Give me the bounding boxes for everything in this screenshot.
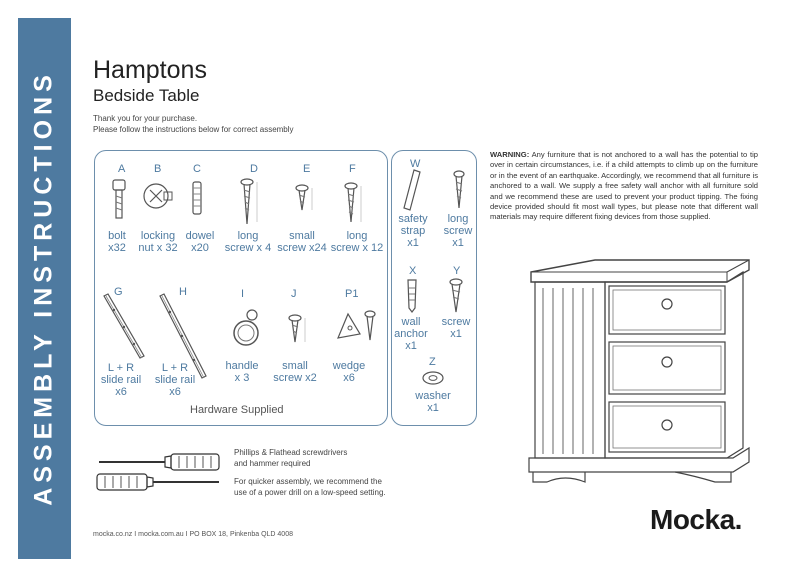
part-wall-screw-qty: screw <box>443 225 473 237</box>
hardware-supplied-label: Hardware Supplied <box>190 404 284 416</box>
washer-icon <box>421 370 445 386</box>
wall-long-screw-icon <box>452 170 466 210</box>
part-f <box>328 230 386 254</box>
letter-x: X <box>409 265 417 277</box>
part-i <box>220 360 264 384</box>
wedge-icon <box>334 308 380 344</box>
part-g-qty: slide rail <box>100 374 142 386</box>
part-h-qty: slide rail <box>154 374 196 386</box>
part-c-qty: x20 <box>191 242 209 254</box>
letter-d: D <box>250 163 258 175</box>
part-z-qty: x1 <box>427 402 439 414</box>
part-a <box>100 230 134 254</box>
tools-line1: Phillips & Flathead screwdrivers <box>234 448 348 457</box>
footer-contact: mocka.co.nz I mocka.com.au I PO BOX 18, Pinkenba QLD 4008 <box>93 531 293 538</box>
part-y-qty: x1 <box>450 328 462 340</box>
letter-y: Y <box>453 265 461 277</box>
small-screw-j-icon <box>287 314 309 346</box>
screwdrivers-icon <box>95 448 225 494</box>
safety-strap-icon <box>400 168 424 212</box>
part-e <box>274 230 330 254</box>
letter-j: J <box>291 288 297 300</box>
part-f-name: long <box>346 230 368 242</box>
letter-e: E <box>303 163 311 175</box>
part-a-qty: x32 <box>108 242 126 254</box>
part-d <box>222 230 274 254</box>
tools-recommend-text <box>234 476 424 498</box>
letter-a: A <box>118 163 126 175</box>
side-title: ASSEMBLY INSTRUCTIONS <box>29 70 58 506</box>
part-w-qty: strap <box>400 225 426 237</box>
intro-thanks: Thank you for your purchase. <box>93 114 198 123</box>
part-i-qty: x 3 <box>234 372 250 384</box>
bedside-table-illustration <box>525 258 755 490</box>
wall-screw-icon <box>448 278 464 314</box>
part-d-name: long <box>237 230 259 242</box>
part-h-qty2: x6 <box>169 386 181 398</box>
part-w-qty2: x1 <box>407 237 419 249</box>
letter-w: W <box>410 158 421 170</box>
part-j-qty: screw x2 <box>273 372 317 384</box>
part-y-name: screw <box>441 316 471 328</box>
part-b-qty: nut x 32 <box>138 242 178 254</box>
part-wall-screw <box>440 213 476 249</box>
warning-text <box>490 150 758 223</box>
intro-text <box>93 113 294 135</box>
product-type: Bedside Table <box>93 86 200 105</box>
part-wall-screw-qty2: x1 <box>452 237 464 249</box>
part-g-qty2: x6 <box>115 386 127 398</box>
small-screw-icon <box>294 184 316 214</box>
warning-body: Any furniture that is not anchored to a wall has the potential to tip over in certain circumstances, i.e. if a child attempts to climb up on the furniture or in the event of an earthquake. Accordingly, we recommend that all furniture is anchored to a wall. We supply a free safety wall anchor with all furniture sold and we recommend these are used to prevent your product tipping. The fixing device provided should fit most wall types, but please note that different wall materials may require different fixing devices from those supplied. <box>490 150 758 222</box>
letter-f: F <box>349 163 356 175</box>
part-y <box>438 316 474 340</box>
wall-anchor-icon <box>404 278 420 314</box>
letter-h: H <box>179 286 187 298</box>
part-b-name: locking <box>140 230 176 242</box>
handle-icon <box>230 305 264 351</box>
letter-p1: P1 <box>345 288 359 300</box>
letter-g: G <box>114 286 123 298</box>
intro-follow: Please follow the instructions below for correct assembly <box>93 125 294 134</box>
part-c <box>182 230 218 254</box>
part-h <box>150 362 200 398</box>
long-screw-icon <box>239 178 261 226</box>
tools-line3: For quicker assembly, we recommend the <box>234 477 382 486</box>
dowel-icon <box>190 180 204 216</box>
locking-nut-icon <box>142 180 174 214</box>
part-w <box>393 213 433 249</box>
part-wall-screw-name: long <box>447 213 469 225</box>
part-a-name: bolt <box>108 230 126 242</box>
part-b <box>136 230 180 254</box>
warning-label: WARNING: <box>490 150 530 159</box>
product-name: Hamptons <box>93 56 207 84</box>
long-screw-f-icon <box>343 182 365 226</box>
letter-z: Z <box>429 356 436 368</box>
tools-line4: use of a power drill on a low-speed setting. <box>234 488 386 497</box>
letter-b: B <box>154 163 162 175</box>
part-p1-qty: x6 <box>343 372 355 384</box>
mocka-logo: Mocka. <box>650 504 742 535</box>
part-c-name: dowel <box>185 230 215 242</box>
part-e-qty: screw x24 <box>277 242 327 254</box>
letter-c: C <box>193 163 201 175</box>
part-f-qty: screw x 12 <box>330 242 384 254</box>
part-g <box>96 362 146 398</box>
tools-line2: and hammer required <box>234 459 311 468</box>
part-p1 <box>326 360 372 384</box>
part-x <box>390 316 432 352</box>
part-w-name: safety <box>398 213 428 225</box>
part-z-name: washer <box>415 390 451 402</box>
part-p1-name: wedge <box>332 360 366 372</box>
part-x-qty: anchor <box>394 328 428 340</box>
part-z <box>410 390 456 414</box>
bolt-icon <box>108 178 130 222</box>
tools-required-text <box>234 447 424 469</box>
part-e-name: small <box>289 230 315 242</box>
part-j <box>268 360 322 384</box>
part-g-name: L + R <box>107 362 135 374</box>
part-j-name: small <box>282 360 308 372</box>
slide-rail-g-icon <box>100 292 146 364</box>
part-x-qty2: x1 <box>405 340 417 352</box>
part-i-name: handle <box>225 360 259 372</box>
part-x-name: wall <box>401 316 421 328</box>
part-d-qty: screw x 4 <box>224 242 272 254</box>
letter-i: I <box>241 288 245 300</box>
part-h-name: L + R <box>161 362 189 374</box>
